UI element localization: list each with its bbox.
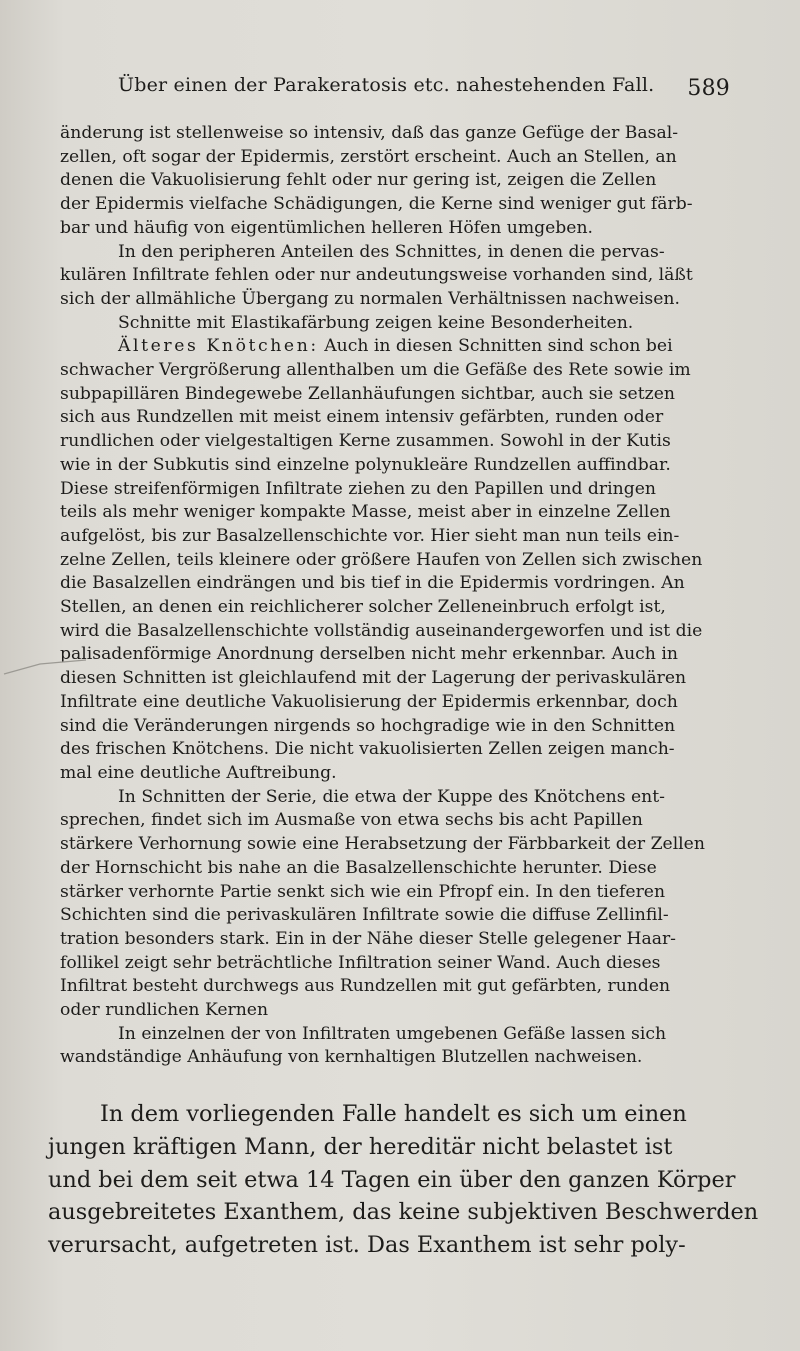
text-line: stärkere Verhornung sowie eine Herabsetzung der Färbbarkeit der Zellen (60, 834, 705, 855)
text-line: sind die Veränderungen nirgends so hochgradige wie in den Schnitten (60, 715, 676, 736)
paragraph (60, 1023, 730, 1070)
text-line: In dem vorliegenden Falle handelt es sich um einen (100, 1101, 687, 1127)
text-line: bar und häufig von eigentümlichen helleren Höfen umgeben. (60, 217, 593, 238)
paragraph (60, 335, 730, 785)
running-title: Über einen der Parakeratosis etc. nahestehenden Fall. (118, 74, 655, 96)
text-line: schwacher Vergrößerung allenthalben um die Gefäße des Rete sowie im (60, 360, 691, 381)
paragraph (60, 786, 730, 1023)
text-line: Diese streifenförmigen Infiltrate ziehen zu den Papillen und dringen (60, 478, 656, 499)
paragraph (60, 122, 730, 241)
text-line: In den peripheren Anteilen des Schnittes, in denen die pervas- (118, 241, 665, 262)
body-text-large (48, 1098, 759, 1262)
paper-scratch-mark (0, 652, 90, 682)
text-line: In Schnitten der Serie, die etwa der Kuppe des Knötchens ent- (118, 786, 665, 807)
text-line: subpapillären Bindegewebe Zellanhäufungen sichtbar, auch sie setzen (60, 383, 675, 404)
text-line: wandständige Anhäufung von kernhaltigen Blutzellen nachweisen. (60, 1047, 643, 1068)
text-line: verursacht, aufgetreten ist. Das Exanthem ist sehr poly- (48, 1232, 686, 1259)
text-line: kulären Infiltrate fehlen oder nur andeutungsweise vorhanden sind, läßt (60, 265, 693, 286)
text-line: rundlichen oder vielgestaltigen Kerne zusammen. Sowohl in der Kutis (60, 431, 671, 452)
text-line: der Epidermis vielfache Schädigungen, die Kerne sind weniger gut färb- (60, 194, 693, 215)
text-line: änderung ist stellenweise so intensiv, daß das ganze Gefüge der Basal- (60, 123, 679, 143)
text-line: teils als mehr weniger kompakte Masse, meist aber in einzelne Zellen (60, 502, 671, 523)
text-line: zelne Zellen, teils kleinere oder größere Haufen von Zellen sich zwischen (60, 549, 703, 570)
text-line-rest: Auch in diesen Schnitten sind schon bei (318, 336, 673, 357)
text-line: diesen Schnitten ist gleichlaufend mit der Lagerung der perivaskulären (60, 668, 687, 689)
spaced-heading: Älteres Knötchen: (118, 336, 319, 357)
text-line: In einzelnen der von Infiltraten umgebenen Gefäße lassen sich (118, 1023, 667, 1044)
text-line: die Basalzellen eindrängen und bis tief in die Epidermis vordringen. An (60, 573, 685, 594)
text-line: aufgelöst, bis zur Basalzellenschichte vor. Hier sieht man nun teils ein- (60, 525, 680, 546)
text-line: und bei dem seit etwa 14 Tagen ein über den ganzen Körper (48, 1166, 736, 1193)
text-line: follikel zeigt sehr beträchtliche Infiltration seiner Wand. Auch dieses (60, 952, 661, 973)
text-line: wie in der Subkutis sind einzelne polynukleäre Rundzellen auffindbar. (60, 454, 671, 475)
body-text-small (60, 122, 730, 1070)
text-line: Schichten sind die perivaskulären Infiltrate sowie die diffuse Zellinfil- (60, 905, 669, 926)
text-line (60, 335, 730, 359)
text-line: palisadenförmige Anordnung derselben nicht mehr erkennbar. Auch in (60, 644, 678, 665)
text-line: denen die Vakuolisierung fehlt oder nur gering ist, zeigen die Zellen (60, 170, 657, 191)
text-line: stärker verhornte Partie senkt sich wie ein Pfropf ein. In den tieferen (60, 881, 666, 902)
text-line: Schnitte mit Elastikafärbung zeigen keine Besonderheiten. (118, 312, 634, 333)
paragraph (48, 1098, 759, 1262)
text-line: ausgebreitetes Exanthem, das keine subjektiven Beschwerden (48, 1199, 759, 1226)
text-line: sprechen, findet sich im Ausmaße von etwa sechs bis acht Papillen (60, 810, 643, 831)
paragraph (60, 312, 730, 336)
text-line: sich der allmähliche Übergang zu normalen Verhältnissen nachweisen. (60, 288, 680, 309)
text-line: Infiltrate eine deutliche Vakuolisierung der Epidermis erkennbar, doch (60, 691, 678, 712)
text-line: oder rundlichen Kernen (60, 1000, 269, 1021)
text-line: sich aus Rundzellen mit meist einem intensiv gefärbten, runden oder (60, 407, 664, 428)
text-line: zellen, oft sogar der Epidermis, zerstört erscheint. Auch an Stellen, an (60, 146, 677, 167)
text-line: jungen kräftigen Mann, der hereditär nicht belastet ist (48, 1133, 673, 1160)
text-line: Infiltrat besteht durchwegs aus Rundzellen mit gut gefärbten, runden (60, 976, 671, 997)
text-line: des frischen Knötchens. Die nicht vakuolisierten Zellen zeigen manch- (60, 739, 675, 760)
text-line: mal eine deutliche Auftreibung. (60, 762, 337, 783)
paragraph (60, 241, 730, 312)
page-number: 589 (687, 76, 730, 101)
text-line: wird die Basalzellenschichte vollständig auseinandergeworfen und ist die (60, 620, 703, 641)
text-line: Stellen, an denen ein reichlicherer solcher Zelleneinbruch erfolgt ist, (60, 597, 666, 618)
text-line: der Hornschicht bis nahe an die Basalzellenschichte herunter. Diese (60, 857, 657, 878)
text-line: tration besonders stark. Ein in der Nähe dieser Stelle gelegener Haar- (60, 928, 676, 949)
